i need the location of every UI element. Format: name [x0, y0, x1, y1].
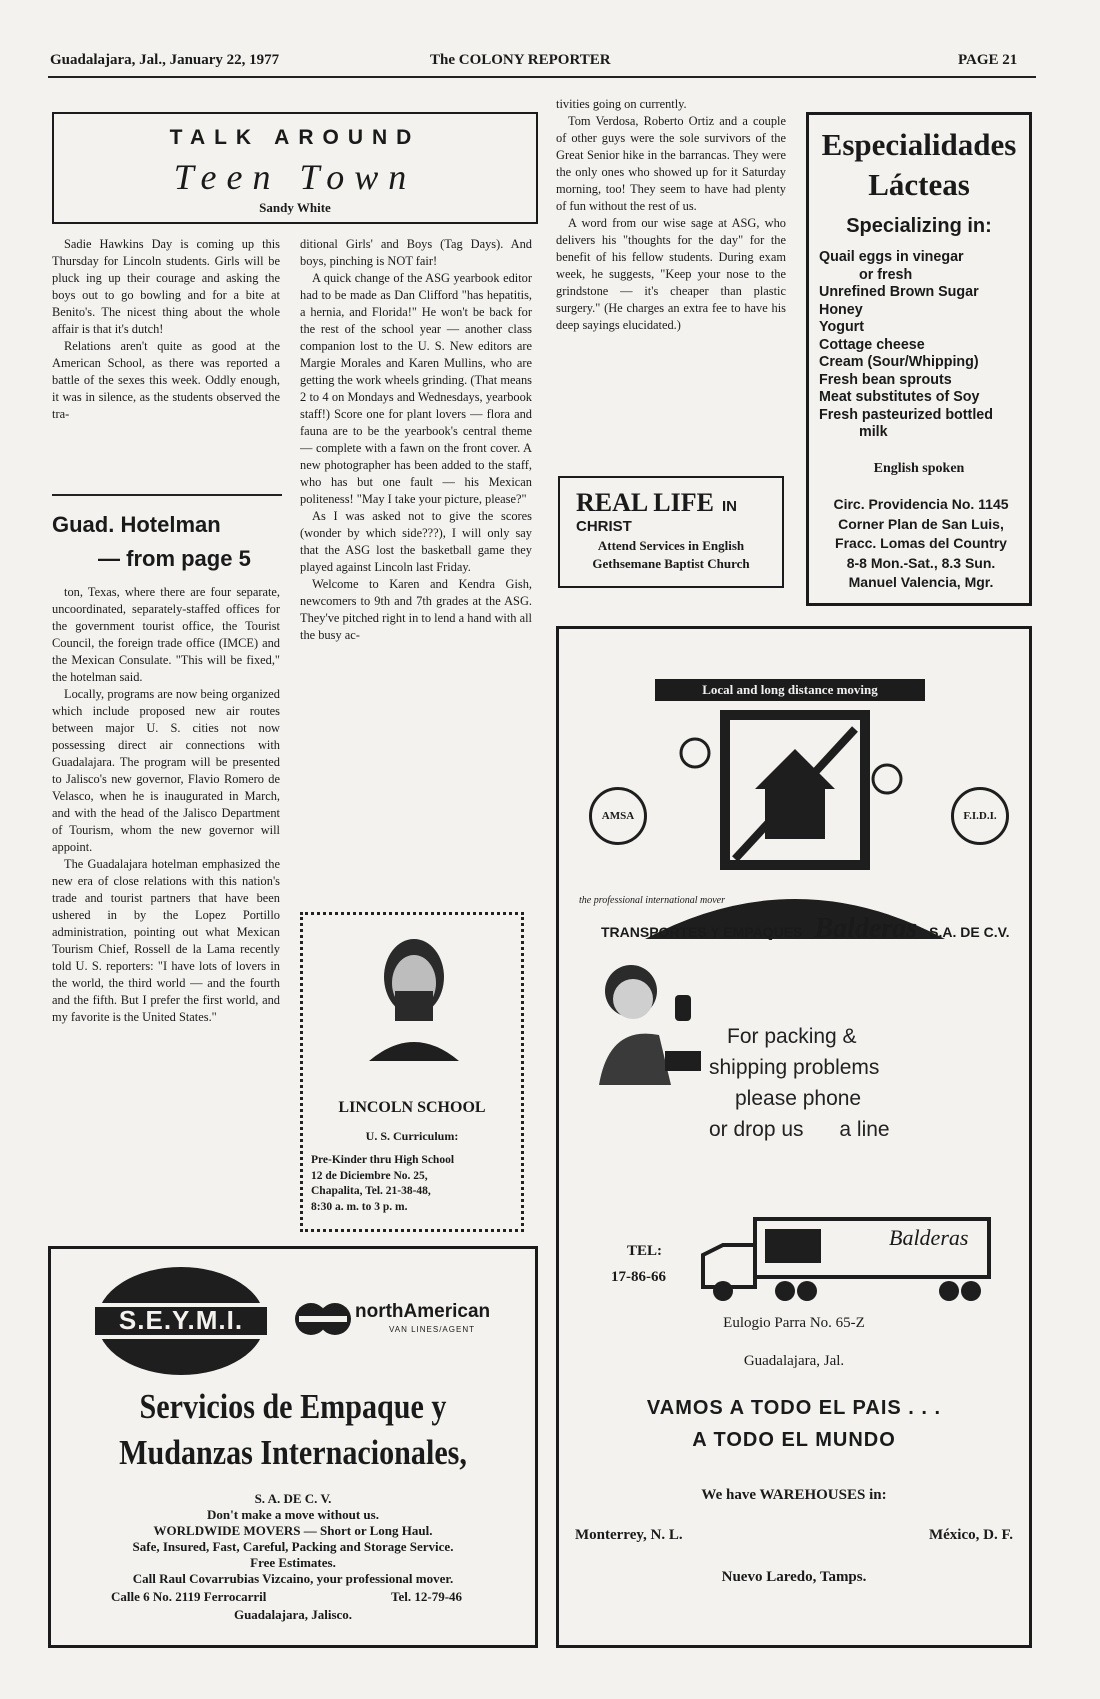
moving-company-line — [601, 913, 1010, 945]
dairy-item: Quail eggs in vinegar — [819, 249, 964, 265]
header-page-number: PAGE 21 — [958, 52, 1018, 68]
talk-paragraph: ditional Girls' and Boys (Tag Days). And boys, pinching is NOT fair! — [300, 237, 532, 268]
phone-line: or drop us — [709, 1118, 804, 1141]
lincoln-line: 12 de Diciembre No. 25, — [311, 1169, 428, 1182]
church-logo-suffix: IN CHRIST — [576, 498, 737, 535]
column-byline: Sandy White — [259, 200, 331, 215]
phone-lines — [709, 1021, 890, 1145]
seymi-line: S. A. DE C. V. — [254, 1491, 332, 1506]
warehouse-left: Monterrey, N. L. — [575, 1527, 683, 1543]
dairy-title2: Lácteas — [868, 167, 970, 202]
dairy-address-line: Circ. Providencia No. 1145 — [833, 496, 1009, 512]
dairy-item: Cream (Sour/Whipping) — [819, 354, 979, 370]
hotelman-paragraph: The Guadalajara hotelman emphasized the new era of close relations with this nation's trade and tourist partners that have been ushered in by the Lopez Portillo administration, pointing out what Mexican Tourism Chief, Rossell de la Lama recently told U. S. reporters: "I have lots of lovers in the world, the third world — and the fourth and the fifth. But I prefer the first world, and my favorite is the United States." — [52, 857, 280, 1024]
talk-paragraph: A quick change of the ASG yearbook editor had to be made as Dan Clifford "has hepatitis, a hernia, and Florida!" He won't be back for the rest of the school year — another class companion lost to the U. S. New editors are Margie Morales and Karen Mullins, who are getting the work wheels grinding. (That means 2 to 4 on Mondays and Wednesdays, yearbook staff!) Score one for plant lovers — flora and fauna are to be the yearbook's central theme — complete with a fawn on the front cover. A new photographer has been added to the staff, who has but one fault — his Mexican politeness! "May I take your picture, please?" — [300, 271, 532, 506]
phone-line: shipping problems — [709, 1056, 880, 1079]
tel-number: 17-86-66 — [611, 1269, 666, 1285]
truck-brand: Balderas — [889, 1225, 969, 1250]
badge-right: F.I.D.I. — [951, 787, 1009, 845]
seymi-line: WORLDWIDE MOVERS — Short or Long Haul. — [153, 1523, 433, 1538]
lincoln-line: Pre-Kinder thru High School — [311, 1154, 455, 1166]
lincoln-school-ad — [300, 912, 524, 1232]
dairy-item: Unrefined Brown Sugar — [819, 284, 979, 300]
moving-address1: Eulogio Parra No. 65-Z — [723, 1315, 865, 1331]
northamerican-name: northAmerican — [355, 1301, 491, 1322]
talk-paragraph: A word from our wise sage at ASG, who delivers his "thoughts for the day" for the benefit of his fellow students. During exam week, he suggests, "Keep your nose to the grindstone — it's cheaper than plastic surgery." (He charges an extra fee to have his deep sayings elucidated.) — [556, 216, 786, 332]
lincoln-line: Chapalita, Tel. 21-38-48, — [311, 1185, 431, 1197]
church-ad — [558, 476, 784, 588]
seymi-city: Guadalajara, Jalisco. — [233, 1607, 353, 1622]
badge-left: AMSA — [589, 787, 647, 845]
phone-line: a line — [839, 1118, 890, 1141]
dairy-english: English spoken — [873, 461, 965, 476]
seymi-logo-text: S.E.Y.M.I. — [118, 1305, 244, 1335]
talk-column-1 — [52, 236, 280, 486]
tel-label: TEL: — [627, 1243, 663, 1259]
talk-paragraph: Welcome to Karen and Kendra Gish, newcomers to 9th and 7th grades at the ASG. They've pitched right in to lend a hand with all the busy ac- — [300, 577, 532, 642]
column-title-box — [52, 112, 538, 224]
phone-line: For packing & — [727, 1025, 857, 1048]
dairy-ad — [806, 112, 1032, 606]
seymi-line: Call Raul Covarrubias Vizcaino, your professional mover. — [132, 1571, 454, 1586]
talk-paragraph: As I was asked not to give the scores (wonder by which side???), I will only say that the ASG lost the basketball game they played against Lincoln last Friday. — [300, 509, 532, 574]
dairy-item: Meat substitutes of Soy — [819, 389, 980, 405]
lincoln-subtitle: U. S. Curriculum: — [365, 1129, 459, 1143]
hotelman-paragraph: Locally, programs are now being organized which include proposed new air routes between major U. S. cities not now possessing direct air connections with Guadalajara. The program will be presented to Jalisco's new governor, Flavio Romero de Velasco, when he is inaugurated in March, and with the head of the Jalisco Department of Tourism, whom the new governor will appoint. — [52, 687, 280, 854]
moving-slogan2: A TODO EL MUNDO — [692, 1429, 896, 1451]
dairy-item: Fresh pasteurized bottled — [819, 406, 993, 423]
moving-company-brand: Balderas — [814, 913, 918, 944]
hotelman-headline: Guad. Hotelman — [52, 512, 221, 537]
moving-tagline: the professional international mover — [579, 895, 726, 906]
hotelman-body — [52, 584, 280, 1236]
seymi-line: Safe, Insured, Fast, Careful, Packing and Storage Service. — [132, 1539, 454, 1554]
dairy-item: Yogurt — [819, 319, 864, 335]
dairy-address-line: Manuel Valencia, Mgr. — [848, 574, 994, 590]
seymi-address-right: Tel. 12-79-46 — [391, 1589, 463, 1604]
dairy-item: milk — [859, 424, 888, 440]
header-date: Guadalajara, Jal., January 22, 1977 — [50, 52, 280, 68]
church-logo — [576, 488, 782, 536]
dairy-address-line: 8-8 Mon.-Sat., 8.3 Sun. — [846, 554, 996, 571]
phone-line-last — [709, 1114, 890, 1145]
talk-paragraph: Sadie Hawkins Day is coming up this Thursday for Lincoln students. Girls will be pluck ing up their courage and asking the boys out to go bowling and for a bite at Benito's. The nicest thing about the whole affair is that it's dutch! — [52, 237, 280, 336]
column-title-script: Teen Town — [173, 157, 417, 197]
phone-line: please phone — [735, 1087, 862, 1110]
talk-paragraph: Tom Verdosa, Roberto Ortiz and a couple of other guys were the sole survivors of the Great Senior hike in the barrancas. They were the only ones who showed up for it Saturday morning, too! They seem to have had plenty of fun without the rest of us. — [556, 114, 786, 213]
church-line2: Gethsemane Baptist Church — [592, 556, 750, 571]
dairy-item: or fresh — [859, 266, 913, 283]
dairy-address — [819, 495, 1023, 593]
dairy-address-line: Fracc. Lomas del Country — [835, 535, 1007, 551]
warehouse-right: México, D. F. — [928, 1527, 1013, 1543]
seymi-headline1: Servicios de Empaque y — [139, 1387, 447, 1426]
seymi-headline2: Mudanzas Internacionales, — [119, 1433, 467, 1472]
dairy-address-line: Corner Plan de San Luis, — [838, 515, 1004, 532]
lincoln-portrait-icon — [359, 931, 469, 1061]
header-rule — [48, 76, 1036, 78]
lincoln-lines — [311, 1153, 454, 1215]
seymi-ad — [48, 1246, 538, 1648]
dairy-title1: Especialidades — [821, 127, 1017, 162]
moving-company-ad — [556, 626, 1032, 1648]
column-title-top: TALK AROUND — [169, 126, 421, 149]
moving-slogan1: VAMOS A TODO EL PAIS . . . — [646, 1397, 942, 1419]
warehouse-label: We have WAREHOUSES in: — [701, 1487, 887, 1503]
hotelman-subhead: — from page 5 — [98, 546, 251, 571]
header-paper-name: The COLONY REPORTER — [430, 52, 611, 68]
dairy-item: Honey — [819, 301, 863, 318]
church-line1: Attend Services in English — [597, 538, 745, 553]
seymi-address-left: Calle 6 No. 2119 Ferrocarril — [111, 1589, 267, 1604]
northamerican-logo-icon — [293, 1301, 353, 1337]
seymi-line: Free Estimates. — [250, 1555, 336, 1570]
talk-paragraph: tivities going on currently. — [556, 97, 687, 111]
talk-paragraph: Relations aren't quite as good at the American School, as there was reported a battle of the sexes this week. Oddly enough, it was in silence, as the students observed the tra- — [52, 339, 280, 421]
moving-company-right: S.A. DE C.V. — [929, 924, 1010, 940]
moving-company-left: TRANSPORTES Y EMPAQUES — [601, 924, 803, 940]
lincoln-line: 8:30 a. m. to 3 p. m. — [311, 1200, 408, 1213]
moving-banner: Local and long distance moving — [655, 679, 925, 701]
lincoln-title: LINCOLN SCHOOL — [338, 1099, 486, 1116]
column-divider — [52, 494, 282, 496]
talk-column-3 — [556, 96, 786, 468]
moving-address2: Guadalajara, Jal. — [743, 1353, 845, 1369]
warehouse-bottom: Nuevo Laredo, Tamps. — [721, 1569, 867, 1585]
northamerican-sub: VAN LINES/AGENT — [389, 1325, 475, 1334]
phone-baby-illustration — [579, 955, 709, 1085]
dairy-item: Fresh bean sprouts — [819, 371, 952, 388]
dairy-subtitle: Specializing in: — [846, 215, 992, 237]
dairy-item-list — [819, 249, 993, 442]
seymi-lines — [51, 1491, 535, 1587]
dairy-item: Cottage cheese — [819, 336, 925, 353]
talk-column-2 — [300, 236, 532, 894]
hotelman-paragraph: ton, Texas, where there are four separate, uncoordinated, separately-staffed offices for the government tourist office, the Tourist Council, the foreign trade office (IMCE) and the Mexican Consulate. "This will be fixed," the hotelman said. — [52, 585, 280, 684]
seymi-line: Don't make a move without us. — [207, 1507, 379, 1522]
church-logo-text: REAL LIFE — [576, 488, 714, 517]
